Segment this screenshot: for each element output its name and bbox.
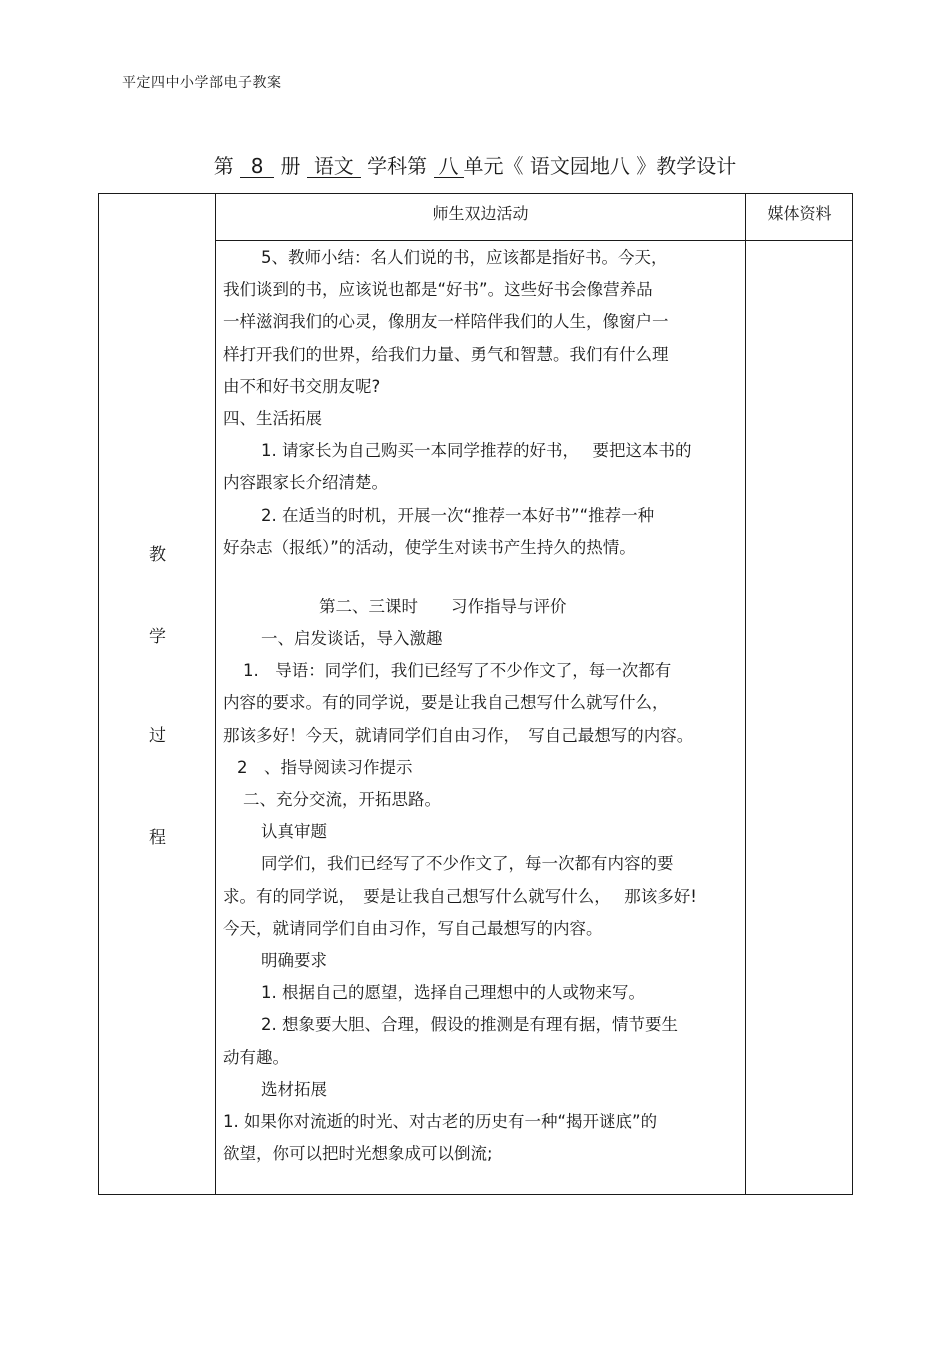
- title-volume: 8: [240, 155, 274, 178]
- title-subject: 语文: [307, 155, 361, 178]
- content-line: 选材拓展: [261, 1079, 327, 1099]
- title-part-3: 学科第: [367, 154, 428, 178]
- content-line: 求。有的同学说， 要是让我自己想写什么就写什么， 那该多好!: [223, 886, 697, 906]
- side-label-char-3: 过: [149, 726, 166, 746]
- content-line: 1. 导语：同学们，我们已经写了不少作文了，每一次都有: [243, 661, 672, 681]
- content-line: 2. 在适当的时机，开展一次“推荐一本好书”“推荐一种: [261, 505, 655, 525]
- content-line: 2 、指导阅读习作提示: [237, 757, 413, 777]
- content-line: 样打开我们的世界，给我们力量、勇气和智慧。我们有什么理: [223, 344, 669, 364]
- document-title: [0, 150, 950, 179]
- content-line: 1. 根据自己的愿望，选择自己理想中的人或物来写。: [261, 983, 645, 1003]
- content-line: 四、生活拓展: [223, 408, 322, 428]
- activity-content: [223, 242, 743, 1170]
- content-line: 明确要求: [261, 950, 327, 970]
- content-line: 一样滋润我们的心灵，像朋友一样陪伴我们的人生，像窗户一: [223, 312, 669, 332]
- content-line: 好杂志（报纸）”的活动，使学生对读书产生持久的热情。: [223, 537, 636, 557]
- content-line: 欲望，你可以把时光想象成可以倒流;: [223, 1144, 493, 1164]
- section-title: 第二、三课时 习作指导与评价: [319, 596, 567, 616]
- side-label-char-4: 程: [149, 828, 166, 848]
- side-label-char-2: 学: [149, 627, 166, 647]
- title-unit: 八: [434, 155, 464, 178]
- content-line: 由不和好书交朋友呢?: [223, 376, 381, 396]
- title-part-5: 》教学设计: [636, 154, 737, 178]
- content-line: 动有趣。: [223, 1047, 289, 1067]
- column-divider-left: [215, 194, 216, 1194]
- title-part-4: 单元《: [463, 154, 524, 178]
- school-header: 平定四中小学部电子教案: [122, 75, 282, 91]
- title-part-1: 第: [213, 154, 234, 178]
- content-line: 那该多好！今天，就请同学们自由习作， 写自己最想写的内容。: [223, 725, 694, 745]
- content-line: 1. 请家长为自己购买一本同学推荐的好书， 要把这本书的: [261, 441, 692, 461]
- column-divider-right: [745, 194, 746, 1194]
- header-row-divider: [216, 240, 852, 241]
- lesson-table: [98, 193, 853, 1195]
- activity-column-header: 师生双边活动: [432, 204, 529, 223]
- content-line: 1. 如果你对流逝的时光、对古老的历史有一种“揭开谜底”的: [223, 1111, 658, 1131]
- content-line: 二、充分交流，开拓思路。: [243, 790, 441, 809]
- content-line: 2. 想象要大胆、合理，假设的推测是有理有据，情节要生: [261, 1015, 678, 1035]
- content-line: 同学们，我们已经写了不少作文了，每一次都有内容的要: [261, 854, 674, 874]
- content-line: 一、启发谈话，导入激趣: [261, 629, 443, 649]
- title-part-2: 册: [280, 154, 301, 178]
- side-label-char-1: 教: [149, 545, 166, 565]
- content-line: 内容的要求。有的同学说，要是让我自己想写什么就写什么，: [223, 693, 669, 713]
- content-line: 今天，就请同学们自由习作，写自己最想写的内容。: [223, 918, 603, 938]
- blank-gap: [223, 564, 743, 591]
- content-line: 5、教师小结：名人们说的书，应该都是指好书。今天，: [261, 248, 668, 267]
- content-line: 内容跟家长介绍清楚。: [223, 473, 388, 493]
- title-lesson: 语文园地八: [529, 154, 630, 178]
- content-line: 我们谈到的书，应该说也都是“好书”。这些好书会像营养品: [223, 280, 653, 300]
- content-line: 认真审题: [261, 822, 327, 842]
- media-column-header: 媒体资料: [767, 204, 832, 223]
